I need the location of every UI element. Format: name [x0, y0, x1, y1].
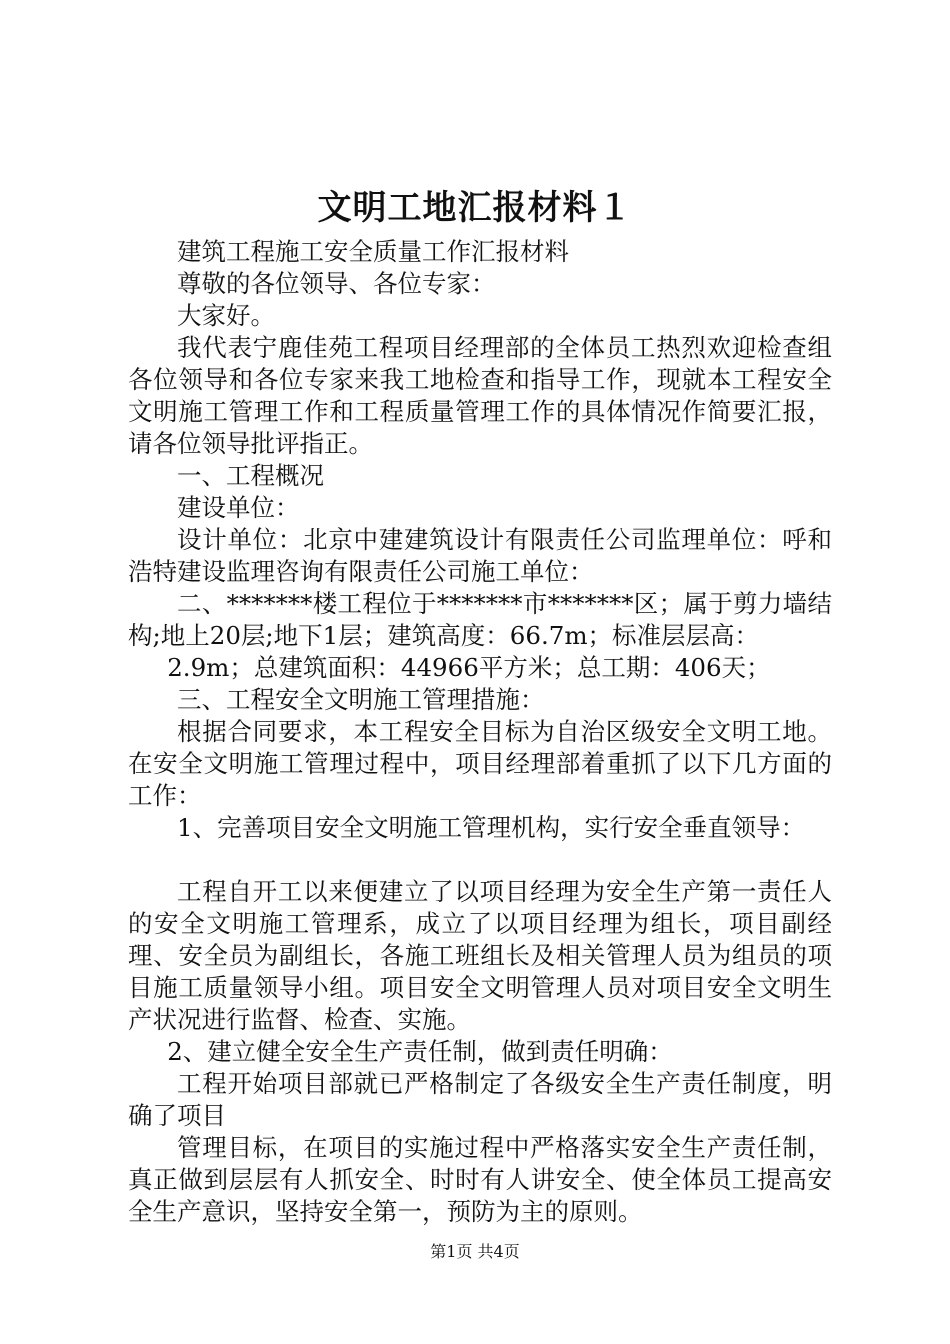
paragraph-management-system: 工程自开工以来便建立了以项目经理为安全生产第一责任人的安全文明施工管理系，成立了以项目经理为组长，项目副经理、安全员为副组长，各施工班组长及相关管理人员为组员的项目施工质量领导小组。项目安全文明管理人员对项目安全文明生产状况进行监督、检查、实施。	[128, 877, 832, 1034]
document-body	[128, 236, 832, 1228]
paragraph-subtitle: 建筑工程施工安全质量工作汇报材料	[177, 237, 569, 266]
blank-line	[128, 844, 832, 876]
heading-item-1: 1、完善项目安全文明施工管理机构，实行安全垂直领导：	[177, 813, 806, 842]
heading-item-2: 2、建立健全安全生产责任制，做到责任明确：	[167, 1037, 673, 1066]
paragraph-design-unit: 设计单位：北京中建建筑设计有限责任公司监理单位：呼和浩特建设监理咨询有限责任公司施工单位：	[128, 525, 832, 586]
paragraph-management-goals: 管理目标，在项目的实施过程中严格落实安全生产责任制，真正做到层层有人抓安全、时时有人讲安全、使全体员工提高安全生产意识，坚持安全第一，预防为主的原则。	[128, 1133, 832, 1226]
heading-project-overview: 一、工程概况	[177, 461, 324, 490]
paragraph-project-stats: 2.9m；总建筑面积：44966平方米；总工期：406天；	[167, 653, 771, 682]
paragraph-salutation: 尊敬的各位领导、各位专家：	[177, 269, 496, 298]
paragraph-project-location: 二、*******楼工程位于*******市*******区；属于剪力墙结构;地上20层;地下1层；建筑高度：66.7m；标准层层高：	[128, 589, 832, 650]
paragraph-intro: 我代表宁鹿佳苑工程项目经理部的全体员工热烈欢迎检查组各位领导和各位专家来我工地检查和指导工作，现就本工程安全文明施工管理工作和工程质量管理工作的具体情况作简要汇报，请各位领导批评指正。	[128, 333, 832, 458]
paragraph-contract-requirements: 根据合同要求，本工程安全目标为自治区级安全文明工地。在安全文明施工管理过程中，项目经理部着重抓了以下几方面的工作：	[128, 717, 832, 810]
paragraph-greeting: 大家好。	[177, 301, 275, 330]
page-number-footer: 第1页 共4页	[430, 1242, 520, 1261]
paragraph-construction-unit: 建设单位：	[177, 493, 300, 522]
paragraph-responsibility-start: 工程开始项目部就已严格制定了各级安全生产责任制度，明确了项目	[128, 1069, 832, 1130]
heading-safety-measures: 三、工程安全文明施工管理措施：	[177, 685, 545, 714]
document-title: 文明工地汇报材料１	[317, 188, 633, 228]
